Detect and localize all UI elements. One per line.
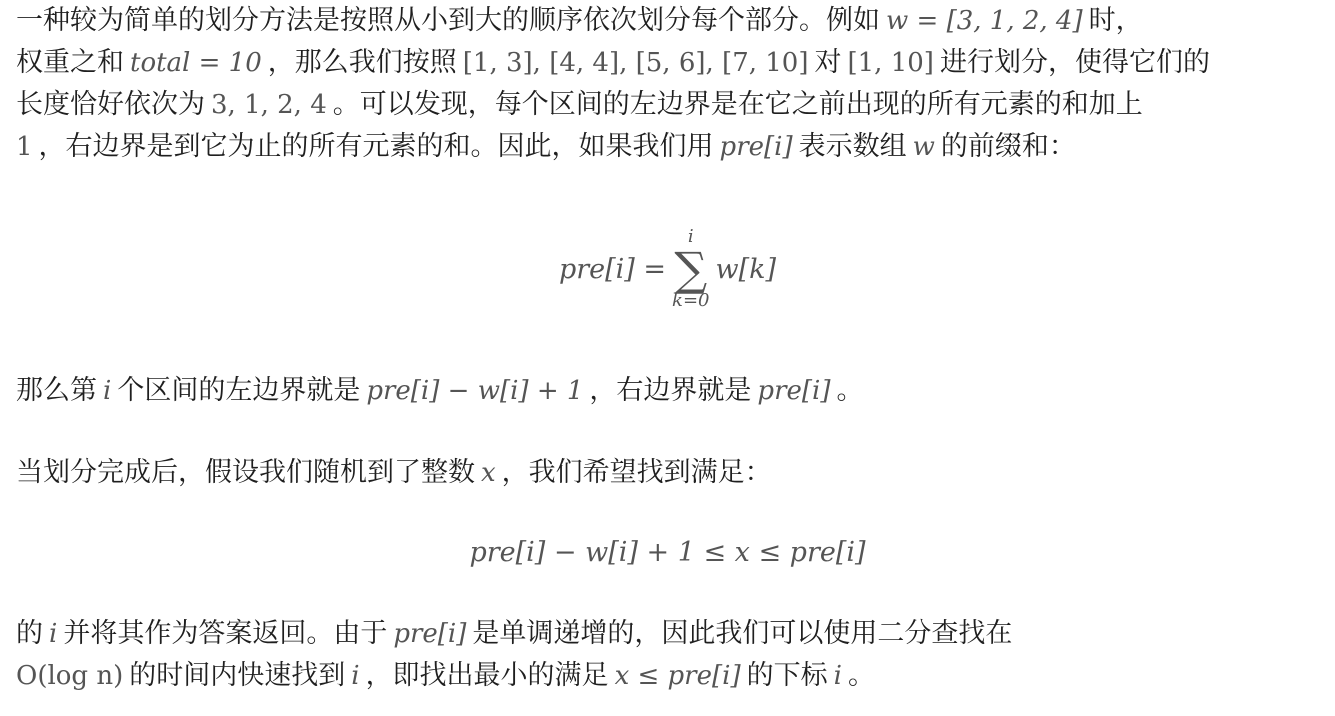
text: 。可以发现，每个区间的左边界是在它之前出现的所有元素的和加上 — [332, 89, 1143, 120]
text-line — [16, 452, 1328, 494]
paragraph-intro — [16, 0, 1328, 168]
paragraph-boundaries — [16, 370, 1328, 412]
text: 并将其作为答案返回。由于 — [63, 618, 388, 649]
text: ，那么我们按照 — [267, 47, 457, 78]
text: 权重之和 — [16, 47, 124, 78]
math-inline: i — [351, 661, 360, 691]
text: ，右边界是到它为止的所有元素的和。因此，如果我们用 — [38, 131, 714, 162]
text: 对 — [814, 47, 842, 78]
text: 个区间的左边界就是 — [117, 375, 361, 406]
math-inline: pre[i] — [719, 132, 793, 162]
math-inline: x — [481, 458, 496, 488]
formula-rhs: w[k] — [715, 253, 777, 285]
formula-text: pre[i] − w[i] + 1 ≤ x ≤ pre[i] — [469, 537, 866, 568]
text-line — [16, 655, 1328, 697]
text-line — [16, 42, 1328, 84]
text: 进行划分，使得它们的 — [939, 47, 1210, 78]
text-line — [16, 0, 1328, 42]
text: 的前缀和： — [940, 131, 1076, 162]
text: 是单调递增的，因此我们可以使用二分查找在 — [472, 618, 1013, 649]
text: ，右边界就是 — [589, 375, 752, 406]
text: ，即找出最小的满足 — [365, 660, 609, 691]
text: 时， — [1088, 5, 1143, 36]
text: 的 — [16, 618, 43, 649]
paragraph-binary-search — [16, 613, 1328, 697]
text: 一种较为简单的划分方法是按照从小到大的顺序依次划分每个部分。例如 — [16, 5, 880, 36]
text: 的时间内快速找到 — [129, 660, 346, 691]
text: 当划分完成后，假设我们随机到了整数 — [16, 457, 475, 488]
text: 那么第 — [16, 375, 97, 406]
math-inline: pre[i] — [757, 376, 831, 406]
text: 。 — [836, 375, 864, 406]
text: 表示数组 — [798, 131, 907, 162]
math-inline: [1, 10] — [847, 48, 934, 78]
text: 。 — [847, 660, 875, 691]
text-line — [16, 370, 1328, 412]
text: 的下标 — [746, 660, 828, 691]
math-inline: pre[i] − w[i] + 1 — [366, 376, 584, 406]
formula-prefix-sum — [0, 228, 1335, 310]
text: ，我们希望找到满足： — [501, 457, 772, 488]
math-inline: i — [49, 619, 58, 649]
summation — [672, 228, 709, 310]
text-line — [16, 84, 1328, 126]
text-line — [16, 613, 1328, 655]
summation-upper: i — [687, 226, 694, 247]
math-inline: 1 — [16, 132, 33, 162]
text: 长度恰好依次为 — [16, 89, 205, 120]
math-inline: [1, 3], [4, 4], [5, 6], [7, 10] — [462, 48, 809, 78]
math-inline: total = 10 — [130, 48, 262, 78]
math-inline: i — [833, 661, 842, 691]
paragraph-search-condition — [16, 452, 1328, 494]
math-inline: pre[i] — [393, 619, 467, 649]
formula-body — [559, 228, 776, 310]
math-inline: 3, 1, 2, 4 — [211, 90, 327, 120]
math-inline: w = [3, 1, 2, 4] — [886, 6, 1083, 36]
text-line — [16, 126, 1328, 168]
sigma-symbol: ∑ — [674, 242, 708, 296]
math-inline: x ≤ pre[i] — [614, 661, 741, 691]
formula-inequality — [0, 537, 1335, 568]
math-inline: O(log n) — [16, 661, 124, 691]
summation-lower: k=0 — [672, 290, 710, 311]
formula-lhs: pre[i] = — [558, 253, 667, 285]
math-inline: w — [912, 132, 935, 162]
math-inline: i — [103, 376, 112, 406]
